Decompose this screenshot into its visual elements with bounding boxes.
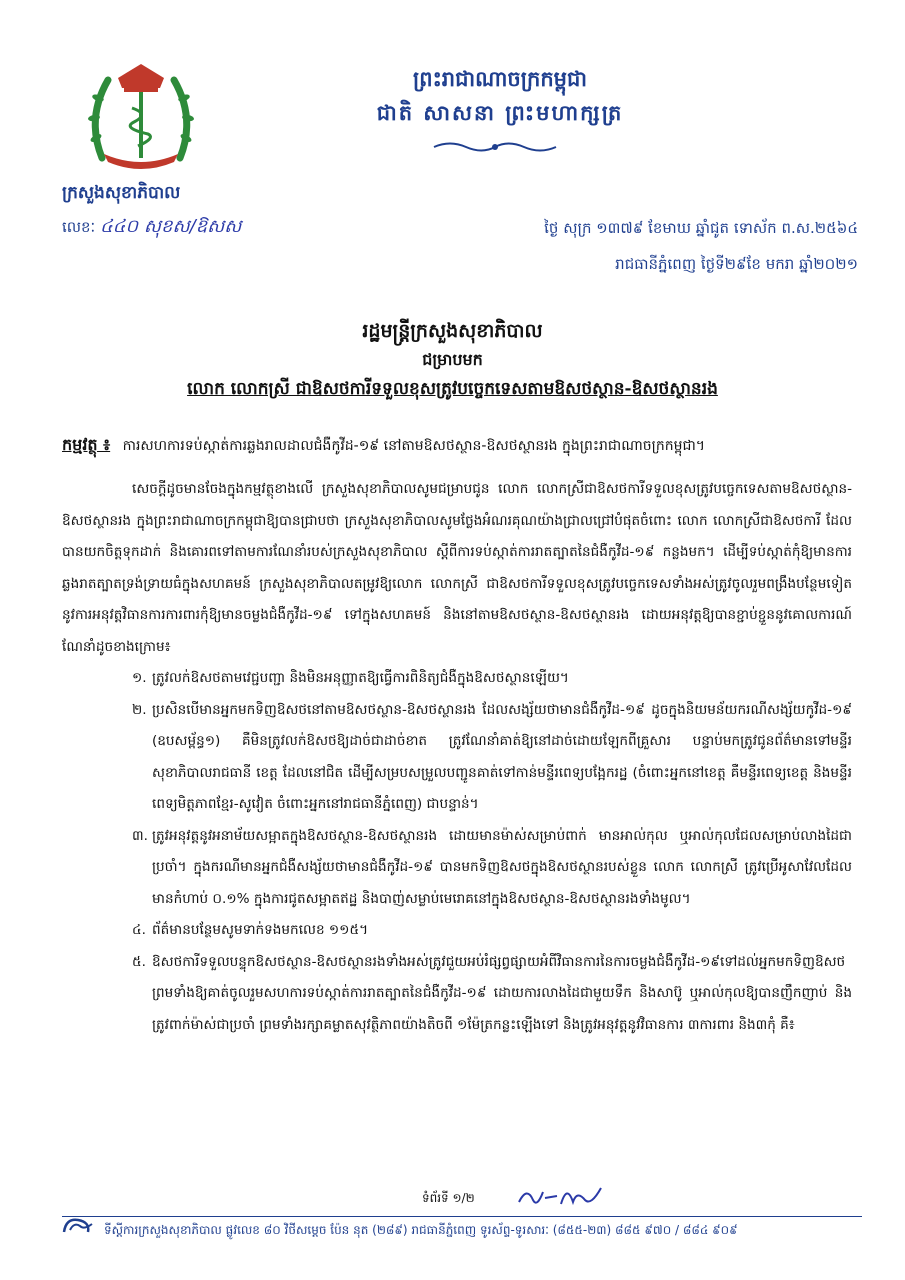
kingdom-heading [340,62,660,130]
footer-rule [62,1216,862,1217]
list-item [132,695,852,821]
national-motto: ជាតិ សាសនា ព្រះមហាក្សត្រ [376,100,624,125]
ministry-name: ក្រសួងសុខាភិបាល [62,183,181,203]
list-item [132,915,852,947]
item-text: ត្រូវអនុវត្តនូវអនាម័យសម្អាតក្នុងឱសថស្ថាន-ឱសថស្ថានរង ដោយមានម៉ាស់សម្រាប់ពាក់ មានអាល់កុល ឬអាល់កុលជែលសម្រាប់លាងដៃជាប្រចាំ។ ក្នុងករណីមានអ្នកជំងឺសង្ស័យថាមានជំងឺកូវីដ-១៩ បានមកទិញឱសថក្នុងឱសថស្ថានរបស់ខ្លួន លោក លោកស្រី ត្រូវប្រើអូសាវែលដែលមានកំហាប់ ០.១% ក្នុងការជូតសម្អាតឥដ្ឋ និងបាញ់សម្លាប់មេរោគនៅក្នុងឱសថស្ថាន-ឱសថស្ថានរងទាំងមូល។ [152,827,852,907]
item-text: ត្រូវលក់ឱសថតាមវេជ្ជបញ្ជា និងមិនអនុញ្ញាតឱ្យធ្វើការពិនិត្យជំងឺក្នុងឱសថស្ថានឡើយ។ [152,670,569,686]
lunar-date: ថ្ងៃ សុក្រ ១៣៧៩ ខែមាឃ ឆ្នាំជូត ទោស័ក ព.ស.២៥៦៤ [544,219,858,237]
ministry-emblem-icon [82,58,200,176]
solar-date: រាជធានីភ្នំពេញ ថ្ងៃទី២៩ខែ មករា ឆ្នាំ២០២១ [615,255,858,273]
item-text: ឱសថការីទទួលបន្ទុកឱសថស្ថាន-ឱសថស្ថានរងទាំងអស់ត្រូវជួយអប់រំផ្សព្វផ្សាយអំពីវិធានការនៃការចម្លងជំងឺកូវីដ-១៩ទៅដល់អ្នកមកទិញឱសថ ព្រមទាំងឱ្យគាត់ចូលរួមសហការទប់ស្កាត់ការរាតត្បាតនៃជំងឺកូវីដ-១៩ ដោយការលាងដៃជាមួយទឹក និងសាប៊ូ ឬអាល់កុលឱ្យបានញឹកញាប់ និងត្រូវពាក់ម៉ាស់ជាប្រចាំ ព្រមទាំងរក្សាគម្លាតសុវត្ថិភាពយ៉ាងតិចពី ១ម៉ែត្រកន្លះឡើងទៅ និងត្រូវអនុវត្តនូវវិធានការ ៣ការពារ និង៣កុំ គឺ៖ [152,953,852,1033]
ministry-footer-logo-icon [60,1214,98,1238]
sender-title: រដ្ឋមន្ត្រីក្រសួងសុខាភិបាល [362,320,543,342]
list-item [132,821,852,916]
page-number: ទំព័រទី ១/២ [422,1191,475,1205]
intro-paragraph: សេចក្តីដូចមានចែងក្នុងកម្មវត្ថុខាងលើ ក្រសួងសុខាភិបាលសូមជម្រាបជូន លោក លោកស្រីជាឱសថការីទទួលខុសត្រូវបច្ចេកទេសតាមឱសថស្ថាន-ឱសថស្ថានរង ក្នុងព្រះរាជាណាចក្រកម្ពុជាឱ្យបានជ្រាបថា ក្រសួងសុខាភិបាលសូមថ្លែងអំណរគុណយ៉ាងជ្រាលជ្រៅបំផុតចំពោះ លោក លោកស្រីជាឱសថការី ដែលបានយកចិត្តទុកដាក់ និងគោរពទៅតាមការណែនាំរបស់ក្រសួងសុខាភិបាល ស្តីពីការទប់ស្កាត់ការរាតត្បាតនៃជំងឺកូវីដ-១៩ កន្លងមក។ ដើម្បីទប់ស្កាត់កុំឱ្យមានការឆ្លងរាតត្បាតទ្រង់ទ្រាយធំក្នុងសហគមន៍ ក្រសួងសុខាភិបាលតម្រូវឱ្យលោក លោកស្រី ជាឱសថការីទទួលខុសត្រូវបច្ចេកទេសទាំងអស់ត្រូវចូលរួមពង្រឹងបន្ថែមទៀតនូវការអនុវត្តវិធានការការពារកុំឱ្យមានចម្លងជំងឺកូវីដ-១៩ ទៅក្នុងសហគមន៍ និងនៅតាមឱសថស្ថាន-ឱសថស្ថានរង ដោយអនុវត្តឱ្យបានខ្ជាប់ខ្ជួននូវគោលការណ៍ណែនាំដូចខាងក្រោម៖ [62,481,852,655]
subject-label: កម្មវត្ថុ ៖ [62,435,111,454]
kingdom-name: ព្រះរាជាណាចក្រកម្ពុជា [412,66,587,91]
letter-body [62,474,852,1041]
reference-label: លេខៈ [62,218,96,236]
item-number: ៤. [132,922,146,938]
ornament-divider-icon [430,140,560,154]
subject-line [62,432,852,459]
item-text: ព័ត៌មានបន្ថែមសូមទាក់ទងមកលេខ ១១៥។ [152,922,369,938]
item-text: ប្រសិនបើមានអ្នកមកទិញឱសថនៅតាមឱសថស្ថាន-ឱសថស្ថានរង ដែលសង្ស័យថាមានជំងឺកូវីដ-១៩ ដូចក្នុងនិយមន័យករណីសង្ស័យកូវីដ-១៩ (ឧបសម្ព័ន្ធ១) គឺមិនត្រូវលក់ឱសថឱ្យដាច់ជាដាច់ខាត ត្រូវណែនាំគាត់ឱ្យនៅដាច់ដោយឡែកពីគ្រួសារ បន្ទាប់មកត្រូវជូនព័ត៌មានទៅមន្ទីរសុខាភិបាលរាជធានី ខេត្ត ដែលនៅជិត ដើម្បីសម្របសម្រួលបញ្ជូនគាត់ទៅកាន់មន្ទីរពេទ្យបង្អែករដ្ឋ (ចំពោះអ្នកនៅខេត្ត គឺមន្ទីរពេទ្យខេត្ត និងមន្ទីរពេទ្យមិត្តភាពខ្មែរ-សូវៀត ចំពោះអ្នកនៅរាជធានីភ្នំពេញ) ជាបន្ទាន់។ [152,701,852,812]
initials-signature-icon [515,1182,605,1212]
reference-number: ៤៤០ សុខស/ឱសស [99,216,242,237]
item-number: ៣. [132,827,148,844]
footer-address: ទីស្តីការក្រសួងសុខាភិបាល ផ្លូវលេខ ៨០ វិថីសម្តេច ប៉ែន នុត (២៨៩) រាជធានីភ្នំពេញ ទូរស័ព្ទ-ទូរសារៈ (៨៥៥-២៣) ៨៨៥ ៩៧០ / ៨៨៤ ៩០៩ [104,1223,738,1237]
letter-titles [60,316,845,404]
list-item [132,947,852,1042]
item-number: ១. [132,670,147,686]
guideline-list [62,663,852,1041]
item-number: ៥. [132,953,146,970]
list-item [132,663,852,695]
reference-line [62,214,241,241]
recipients-line: លោក លោកស្រី ជាឱសថការីទទួលខុសត្រូវបច្ចេកទេសតាមឱសថស្ថាន-ឱសថស្ថានរង [187,379,718,399]
subject-text: ការសហការទប់ស្កាត់ការឆ្លងរាលដាលជំងឺកូវីដ-១៩ នៅតាមឱសថស្ថាន-ឱសថស្ថានរង ក្នុងព្រះរាជាណាចក្រកម្ពុជា។ [122,438,706,454]
date-block [388,210,858,282]
item-number: ២. [132,701,147,718]
salutation: ជម្រាបមក [422,350,483,369]
